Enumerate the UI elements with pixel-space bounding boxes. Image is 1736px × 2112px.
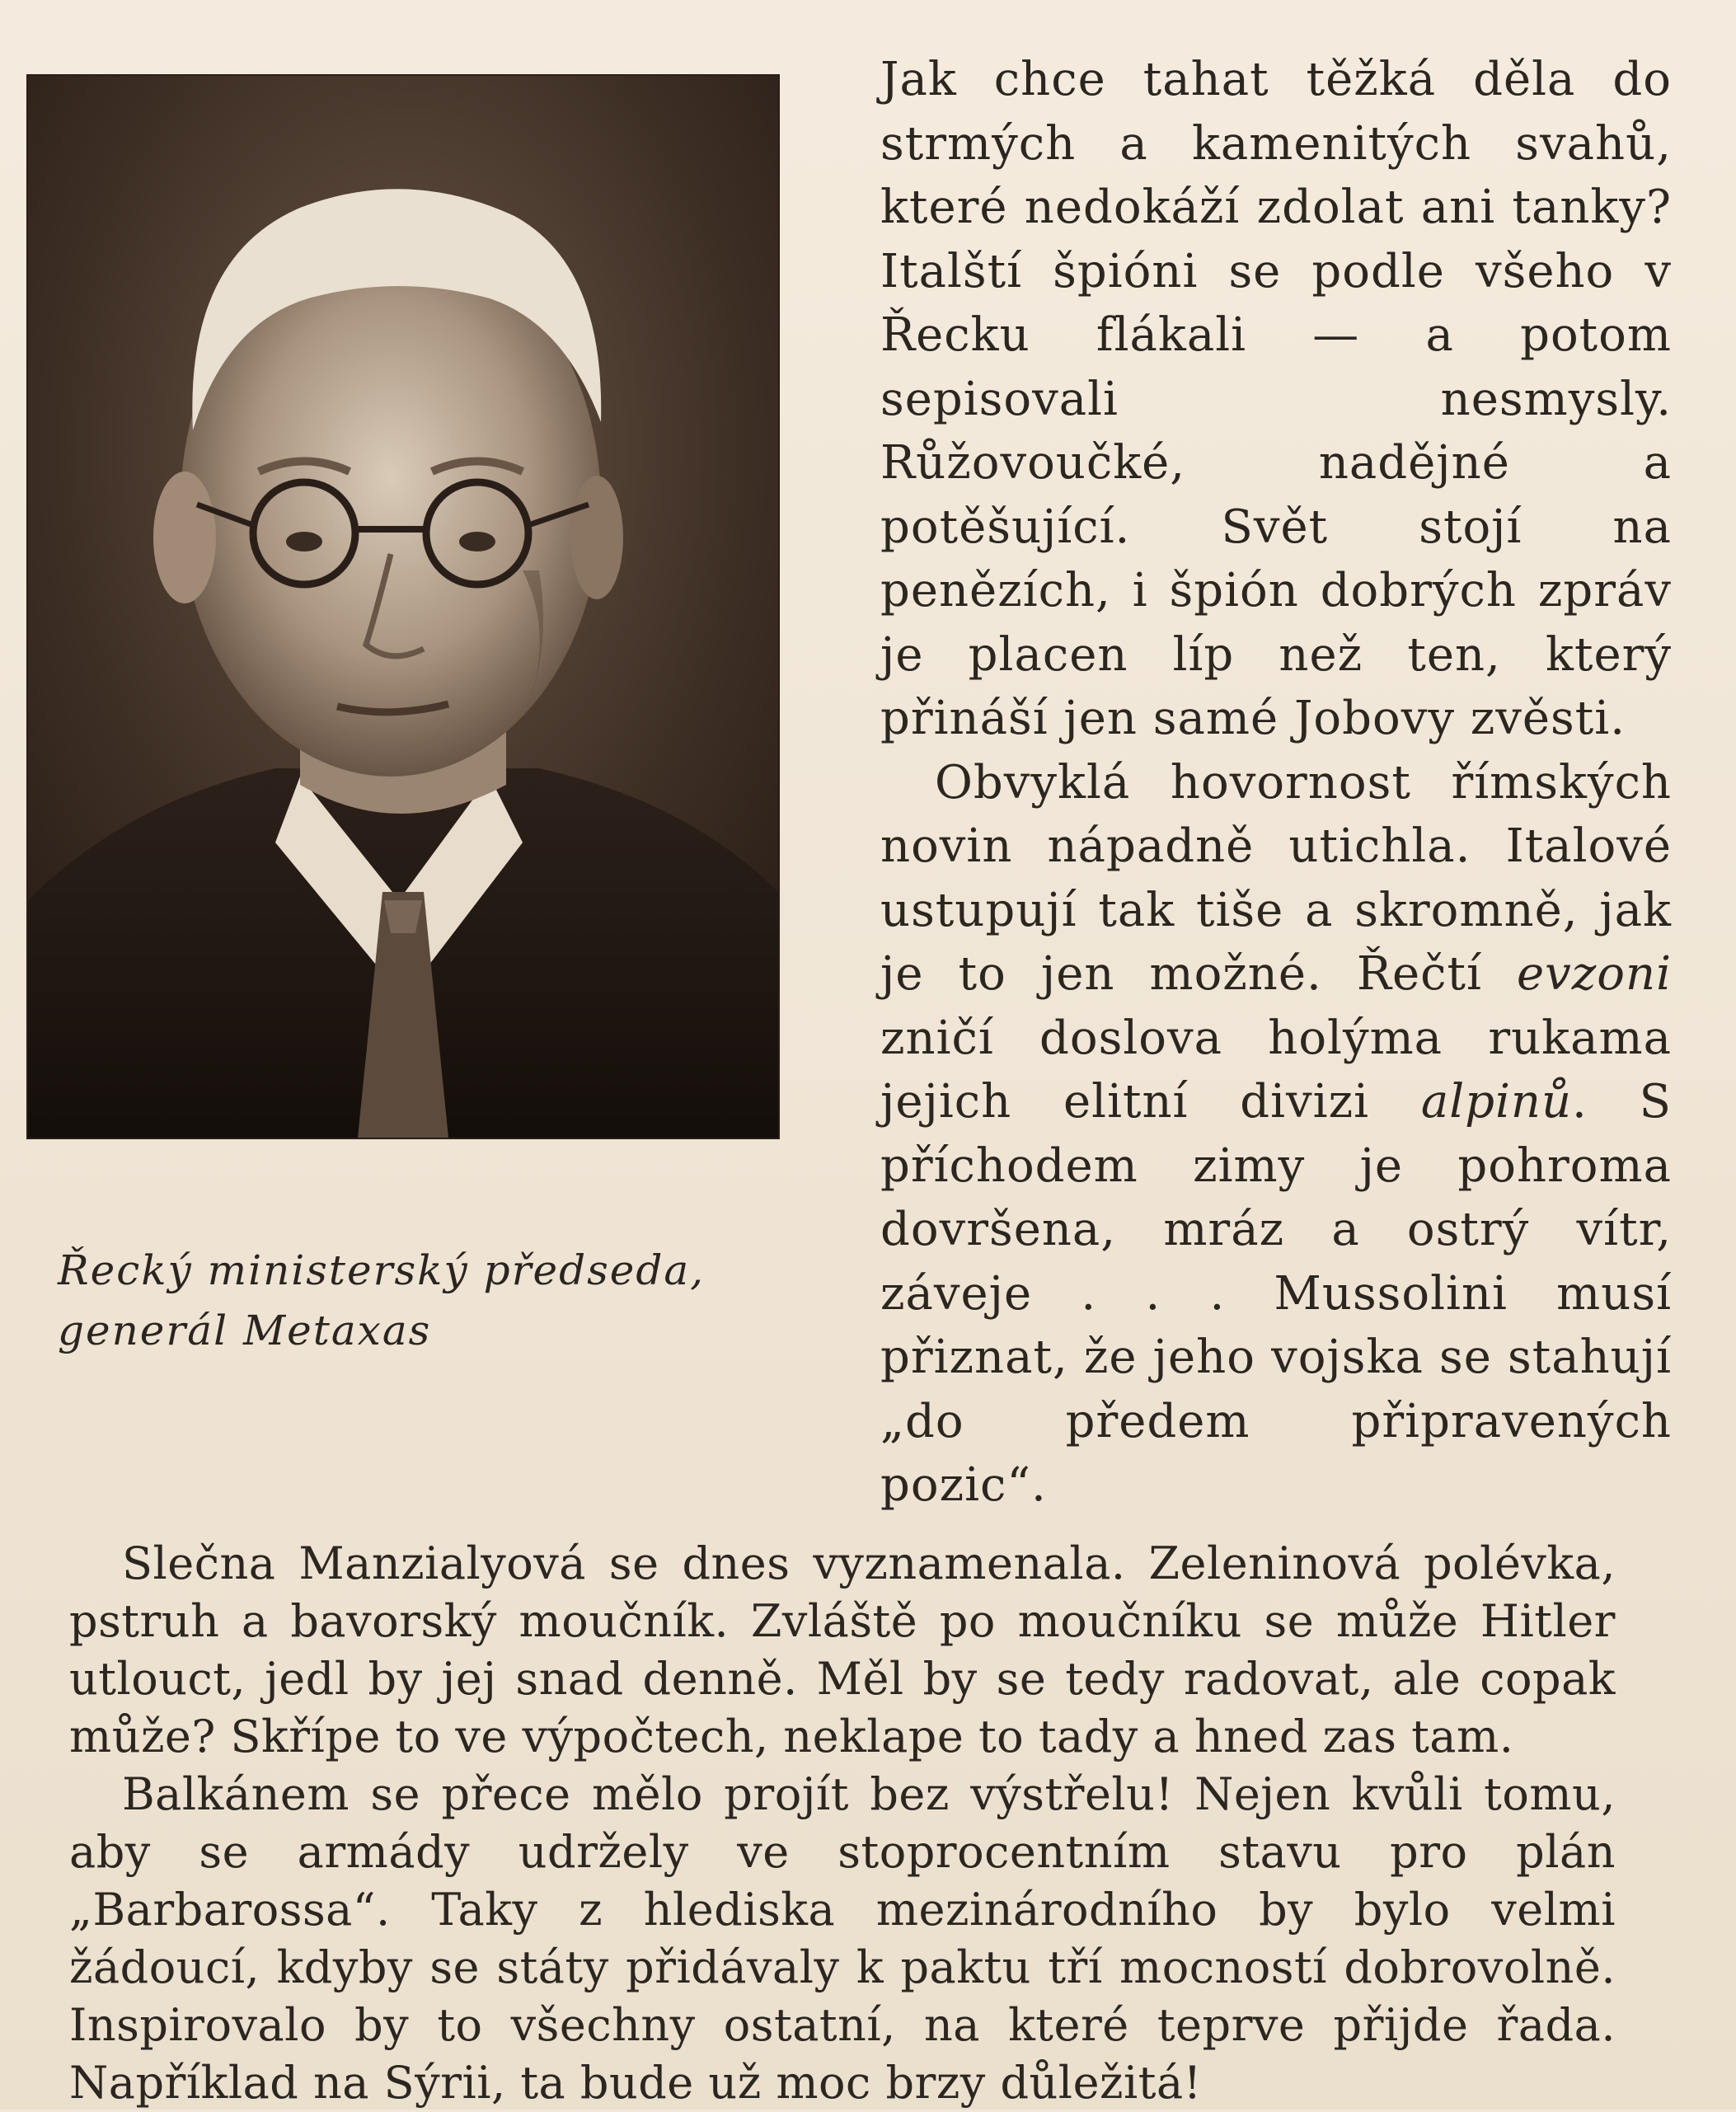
paragraph: Jak chce tahat těžká děla do strmých a kamenitých svahů, které nedokáží zdolat ani tanky? Italští špióni se podle všeho v Řecku flákali — a potom sepisovali nesmysly. Růžovoučké, nadějné a potěšující. Svět stojí na penězích, i špión dobrých zpráv je placen líp než ten, který přináší jen samé Jobovy zvěsti. <box>880 53 1672 745</box>
paragraph: Slečna Manzialyová se dnes vyznamenala. Zeleninová polévka, pstruh a bavorský moučník. Zvláště po moučníku se může Hitler utlouct, jedl by jej snad denně. Měl by se tedy radovat, ale copak může? Skřípe to ve výpočtech, neklape to tady a hned zas tam. <box>69 1537 1616 1762</box>
paragraph: Balkánem se přece mělo projít bez výstřelu! Nejen kvůli tomu, aby se armády udržely ve stoprocentním stavu pro plán „Barbarossa“. Taky z hlediska mezinárodního by bylo velmi žádoucí, kdyby se státy přidávaly k paktu tří mocností dobrovolně. Inspirovalo by to všechny ostatní, na které teprve přijde řada. Například na Sýrii, ta bude už moc brzy důležitá! <box>69 1768 1616 2109</box>
paragraph <box>880 751 1672 1518</box>
text-span: zničí doslova holýma rukama jejich elitní divizi <box>880 1011 1672 1129</box>
bottom-text <box>69 1535 1616 2112</box>
italic-term: evzoni <box>1517 947 1672 1001</box>
italic-term: alpinů <box>1420 1075 1573 1129</box>
photo-caption: Řecký ministerský předseda, generál Metaxas <box>58 1246 706 1354</box>
portrait-icon <box>28 76 778 1138</box>
text-span: Obvyklá hovornost římských novin nápadně utichla. Italové ustupují tak tiše a skromně, jak je to jen možné. Řečtí <box>880 755 1672 1001</box>
text-span: . S příchodem zimy je pohroma dovršena, mráz a ostrý vítr, záveje . . . Mussolini musí přiznat, že jeho vojska se stahují „do předem připravených pozic“. <box>880 1075 1672 1512</box>
right-column-text <box>880 48 1672 1518</box>
portrait-photo <box>28 76 778 1138</box>
